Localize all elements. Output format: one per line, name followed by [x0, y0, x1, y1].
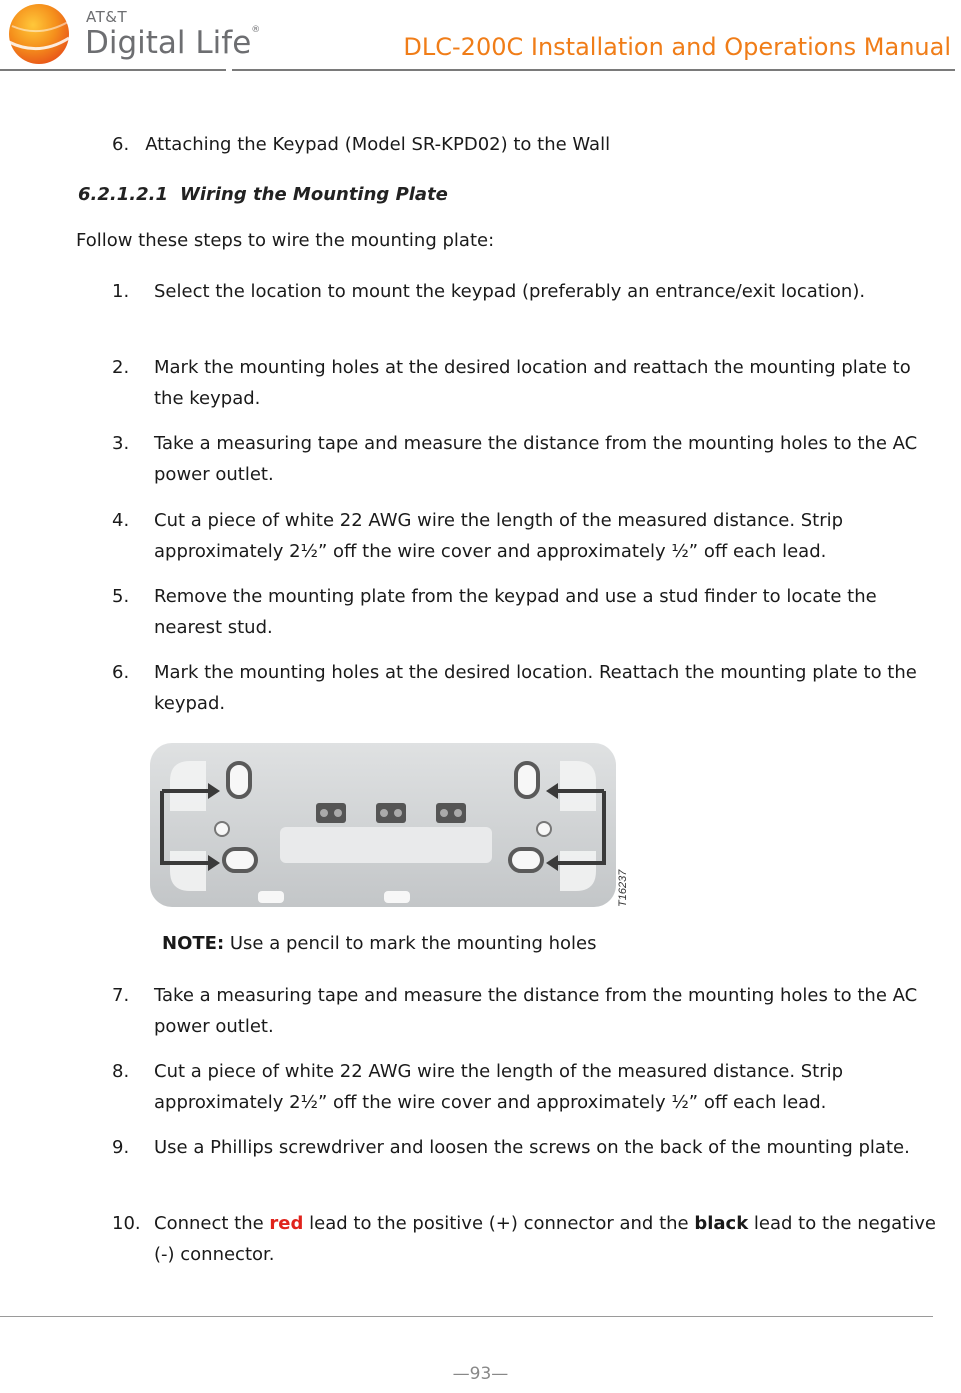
section-title: Attaching the Keypad (Model SR-KPD02) to the Wall [145, 134, 611, 155]
step-text-part: lead to the negative (-) connector. [154, 1213, 936, 1265]
step-text: Take a measuring tape and measure the distance from the mounting holes to the AC power outlet. [154, 433, 918, 485]
note-label: NOTE: [162, 933, 225, 954]
step-number: 4. [112, 510, 130, 531]
subsection-title: Wiring the Mounting Plate [179, 184, 448, 205]
mounting-plate-figure [148, 741, 629, 911]
brand-main-text: Digital Life [85, 25, 252, 61]
header-divider-gap [226, 68, 232, 72]
brand-digital-life [85, 25, 260, 61]
step-number: 1. [112, 281, 130, 302]
header-divider [0, 69, 955, 71]
page-number: —93— [452, 1364, 509, 1384]
step-number: 2. [112, 357, 130, 378]
manual-title: DLC-200C Installation and Operations Manual [403, 33, 951, 61]
step-number: 3. [112, 433, 130, 454]
intro-text: Follow these steps to wire the mounting plate: [76, 230, 495, 251]
step-number: 6. [112, 662, 130, 683]
brand-att-text: AT&T [86, 8, 128, 26]
step-number: 8. [112, 1061, 130, 1082]
subsection-heading [78, 184, 448, 205]
step-text: Cut a piece of white 22 AWG wire the length of the measured distance. Strip approximately 2½” off the wire cover and approximately ½” off each lead. [154, 1061, 844, 1113]
step-number: 10. [112, 1213, 141, 1234]
step-text: Select the location to mount the keypad (preferably an entrance/exit location). [154, 281, 866, 302]
step-text: Remove the mounting plate from the keypad and use a stud finder to locate the nearest stud. [154, 586, 877, 638]
brand-registered-mark: ® [251, 25, 261, 35]
step-text: Take a measuring tape and measure the distance from the mounting holes to the AC power outlet. [154, 985, 918, 1037]
step-number: 7. [112, 985, 130, 1006]
section-heading [112, 134, 610, 155]
step-text [154, 1208, 939, 1270]
footer-divider [0, 1316, 933, 1317]
step-text: Use a Phillips screwdriver and loosen the screws on the back of the mounting plate. [154, 1137, 910, 1158]
section-number: 6. [112, 134, 130, 155]
note-text: Use a pencil to mark the mounting holes [224, 933, 597, 954]
note [162, 933, 597, 954]
red-lead-word: red [269, 1213, 304, 1234]
step-text-part: Connect the [154, 1213, 270, 1234]
black-lead-word: black [694, 1213, 749, 1234]
step-text: Mark the mounting holes at the desired location and reattach the mounting plate to the keypad. [154, 357, 911, 409]
att-globe-logo-icon [6, 2, 72, 66]
subsection-number: 6.2.1.2.1 [78, 184, 168, 205]
step-number: 9. [112, 1137, 130, 1158]
page-header [0, 0, 961, 72]
figure-label: T16237 [617, 869, 629, 907]
step-text: Cut a piece of white 22 AWG wire the length of the measured distance. Strip approximately 2½” off the wire cover and approximately ½” off each lead. [154, 510, 844, 562]
step-number: 5. [112, 586, 130, 607]
step-text-part: lead to the positive (+) connector and the [303, 1213, 695, 1234]
step-text: Mark the mounting holes at the desired location. Reattach the mounting plate to the keypad. [154, 662, 917, 714]
